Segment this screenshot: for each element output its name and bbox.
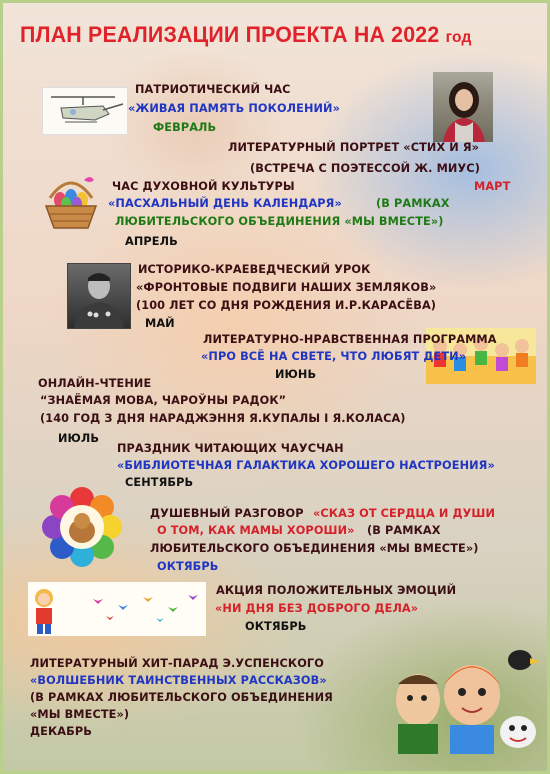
event-1-month: ФЕВРАЛЬ <box>153 121 217 134</box>
event-8-quote: «СКАЗ ОТ СЕРДЦА И ДУШИ <box>313 507 496 520</box>
event-4-month: МАЙ <box>145 317 175 330</box>
helicopter-image <box>42 87 128 135</box>
event-10-note: (В РАМКАХ ЛЮБИТЕЛЬСКОГО ОБЪЕДИНЕНИЯ <box>30 691 333 704</box>
event-3-note-2: ЛЮБИТЕЛЬСКОГО ОБЪЕДИНЕНИЯ «МЫ ВМЕСТЕ») <box>115 215 444 228</box>
event-10-note-2: «МЫ ВМЕСТЕ») <box>30 708 130 721</box>
event-5-name: ЛИТЕРАТУРНО-НРАВСТВЕННАЯ ПРОГРАММА <box>203 333 497 346</box>
event-8-note-2: ЛЮБИТЕЛЬСКОГО ОБЪЕДИНЕНИЯ «МЫ ВМЕСТЕ») <box>150 542 479 555</box>
veteran-portrait-photo <box>67 263 131 329</box>
flower-emblem-image <box>42 487 122 567</box>
event-3-note: (В РАМКАХ <box>376 197 450 210</box>
poet-portrait-photo <box>433 72 493 142</box>
event-1-quote: «ЖИВАЯ ПАМЯТЬ ПОКОЛЕНИЙ» <box>128 102 341 115</box>
event-6-note: (140 ГОД З ДНЯ НАРАДЖЭННЯ Я.КУПАЛЫ І Я.КОЛАСА) <box>40 412 406 425</box>
event-8-name: ДУШЕВНЫЙ РАЗГОВОР <box>150 507 304 520</box>
event-10-month: ДЕКАБРЬ <box>30 725 92 738</box>
event-7-quote: «БИБЛИОТЕЧНАЯ ГАЛАКТИКА ХОРОШЕГО НАСТРОЕНИЯ» <box>117 459 495 472</box>
event-9-quote: «НИ ДНЯ БЕЗ ДОБРОГО ДЕЛА» <box>215 602 419 615</box>
event-7-month: СЕНТЯБРЬ <box>125 476 194 489</box>
title-main: ПЛАН РЕАЛИЗАЦИИ ПРОЕКТА НА 2022 <box>20 22 440 47</box>
event-8-quote-2: О ТОМ, КАК МАМЫ ХОРОШИ» <box>157 524 355 537</box>
event-6-name: ОНЛАЙН-ЧТЕНИЕ <box>38 377 152 390</box>
event-9-name: АКЦИЯ ПОЛОЖИТЕЛЬНЫХ ЭМОЦИЙ <box>216 584 457 597</box>
title-year-word: год <box>445 29 472 46</box>
event-10-quote: «ВОЛШЕБНИК ТАИНСТВЕННЫХ РАССКАЗОВ» <box>30 674 327 687</box>
event-9-month: ОКТЯБРЬ <box>245 620 307 633</box>
event-5-month: ИЮНЬ <box>275 368 317 381</box>
event-8-month: ОКТЯБРЬ <box>157 560 219 573</box>
event-1-name: ПАТРИОТИЧЕСКИЙ ЧАС <box>135 83 291 96</box>
event-4-quote: «ФРОНТОВЫЕ ПОДВИГИ НАШИХ ЗЕМЛЯКОВ» <box>136 281 437 294</box>
event-7-name: ПРАЗДНИК ЧИТАЮЩИХ ЧАУСЧАН <box>117 442 344 455</box>
event-2-note: (ВСТРЕЧА С ПОЭТЕССОЙ Ж. МИУС) <box>250 162 480 175</box>
event-4-note: (100 ЛЕТ СО ДНЯ РОЖДЕНИЯ И.Р.КАРАСЁВА) <box>136 299 437 312</box>
event-6-quote: “ЗНАЁМАЯ МОВА, ЧАРОЎНЫ РАДОК” <box>40 394 287 407</box>
event-6-month: ИЮЛЬ <box>58 432 100 445</box>
cartoon-characters-image <box>380 640 542 754</box>
event-8-note: (В РАМКАХ <box>367 524 441 537</box>
event-3-name: ЧАС ДУХОВНОЙ КУЛЬТУРЫ <box>112 180 295 193</box>
butterflies-boy-image <box>28 582 206 636</box>
event-10-name: ЛИТЕРАТУРНЫЙ ХИТ-ПАРАД Э.УСПЕНСКОГО <box>30 657 324 670</box>
event-5-quote: «ПРО ВСЁ НА СВЕТЕ, ЧТО ЛЮБЯТ ДЕТИ» <box>201 350 467 363</box>
event-2-month: МАРТ <box>474 180 511 193</box>
event-3-month: АПРЕЛЬ <box>125 235 178 248</box>
event-4-name: ИСТОРИКО-КРАЕВЕДЧЕСКИЙ УРОК <box>138 263 371 276</box>
easter-basket-image <box>40 172 102 234</box>
event-2-name: ЛИТЕРАТУРНЫЙ ПОРТРЕТ «СТИХ И Я» <box>228 141 480 154</box>
event-3-quote: «ПАСХАЛЬНЫЙ ДЕНЬ КАЛЕНДАРЯ» <box>108 197 342 210</box>
page-title <box>20 22 472 48</box>
